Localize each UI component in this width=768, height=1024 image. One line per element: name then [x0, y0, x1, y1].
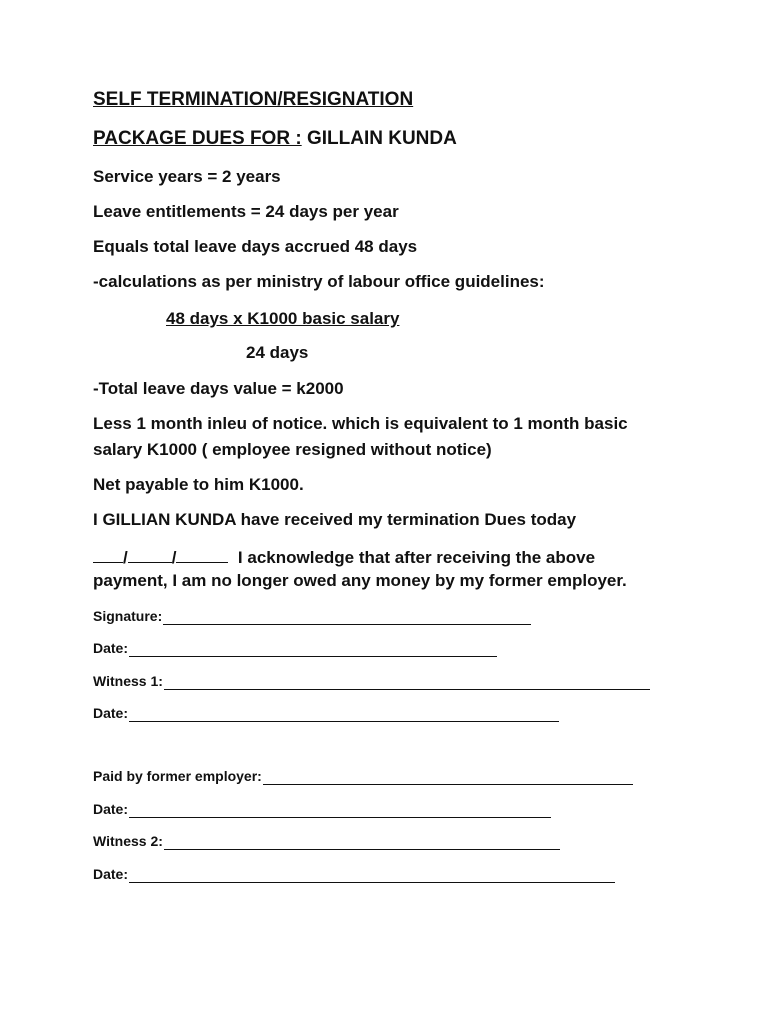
package-dues-label: PACKAGE DUES FOR : — [93, 128, 302, 149]
witness-2-label: Witness 2: — [93, 833, 163, 849]
acknowledge-line-1: I acknowledge that after receiving the above — [237, 548, 596, 567]
date-year-blank[interactable] — [176, 546, 228, 563]
date-field-2 — [93, 704, 559, 722]
signature-label: Signature: — [93, 608, 163, 624]
witness-2-field — [93, 832, 560, 850]
total-leave-accrued: Equals total leave days accrued 48 days — [93, 237, 418, 256]
calculation-denominator: 24 days — [246, 343, 309, 362]
date-label: Date: — [93, 866, 129, 882]
acknowledge-line-2: payment, I am no longer owed any money by my former employer. — [93, 571, 627, 590]
date-month-blank[interactable] — [128, 546, 172, 563]
witness-2-line[interactable] — [164, 836, 560, 850]
paid-by-field — [93, 767, 633, 785]
witness-1-label: Witness 1: — [93, 673, 163, 689]
signature-line[interactable] — [163, 611, 531, 625]
package-dues-heading — [93, 129, 457, 149]
date-line[interactable] — [129, 643, 497, 657]
calculation-numerator: 48 days x K1000 basic salary — [166, 309, 400, 328]
date-field-1 — [93, 639, 497, 657]
date-field-3 — [93, 800, 551, 818]
date-slash: / — [171, 548, 177, 567]
witness-1-line[interactable] — [164, 676, 650, 690]
paid-by-line[interactable] — [263, 771, 633, 785]
date-line[interactable] — [129, 804, 551, 818]
net-payable: Net payable to him K1000. — [93, 475, 304, 494]
date-acknowledge-row — [93, 546, 595, 568]
less-notice-line-1: Less 1 month inleu of notice. which is equivalent to 1 month basic — [93, 414, 628, 433]
date-label: Date: — [93, 640, 129, 656]
date-slash: / — [123, 548, 128, 567]
signature-field — [93, 607, 531, 625]
employee-name: GILLAIN KUNDA — [301, 128, 457, 149]
date-line[interactable] — [129, 869, 615, 883]
received-statement: I GILLIAN KUNDA have received my termination Dues today — [93, 510, 577, 529]
date-label: Date: — [93, 705, 129, 721]
date-line[interactable] — [129, 708, 559, 722]
document-title: SELF TERMINATION/RESIGNATION — [93, 89, 414, 110]
less-notice-line-2: salary K1000 ( employee resigned without notice) — [93, 440, 492, 459]
total-leave-value: -Total leave days value = k2000 — [93, 379, 344, 398]
date-label: Date: — [93, 801, 129, 817]
date-field-4 — [93, 865, 615, 883]
calculation-note: -calculations as per ministry of labour office guidelines: — [93, 272, 545, 291]
witness-1-field — [93, 672, 650, 690]
date-day-blank[interactable] — [93, 546, 123, 563]
service-years: Service years = 2 years — [93, 167, 281, 186]
leave-entitlements: Leave entitlements = 24 days per year — [93, 202, 399, 221]
paid-by-label: Paid by former employer: — [93, 768, 262, 784]
